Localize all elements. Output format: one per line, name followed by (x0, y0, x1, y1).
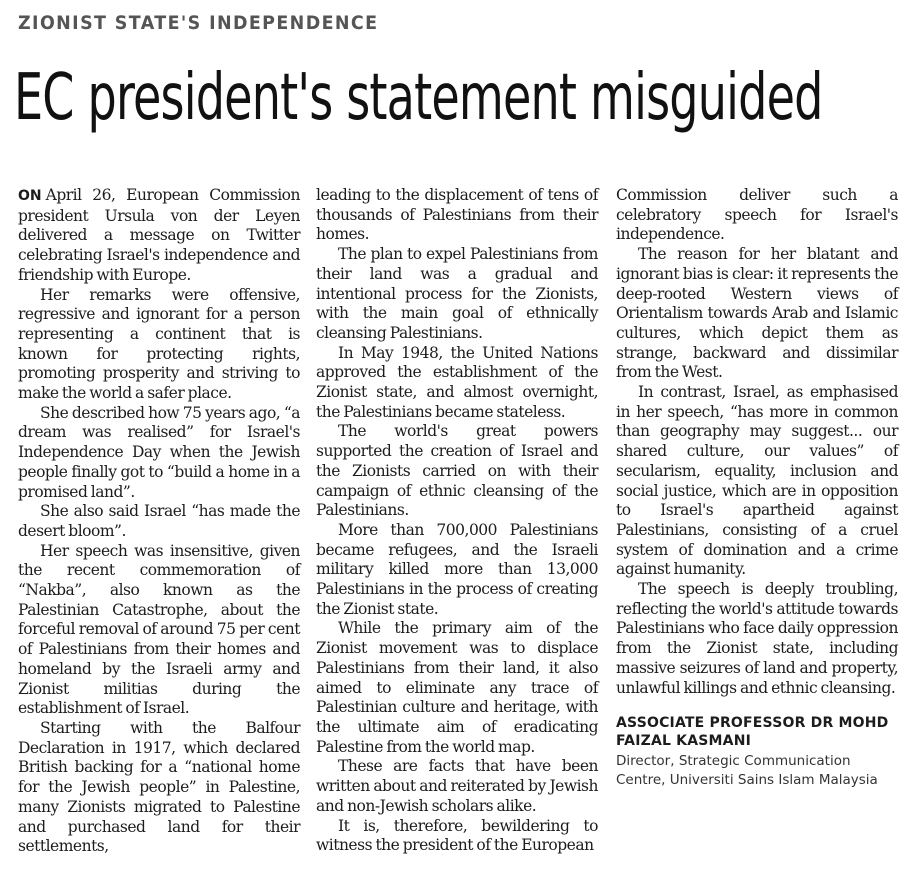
article-paragraph: More than 700,000 Palestinians became refugees, and the Israeli military killed more than 13,000 Palestinians in the process of creating the Zionist state. (316, 520, 598, 618)
article-paragraph: leading to the displacement of tens of thousands of Palestinians from their homes. (316, 186, 598, 244)
article-paragraph: The world's great powers supported the creation of Israel and the Zionists carried on with their campaign of ethnic cleansing of the Palestinians. (316, 422, 598, 520)
article-paragraph: In May 1948, the United Nations approved the establishment of the Zionist state, and almost overnight, the Palestinians became stateless. (316, 343, 598, 421)
article-paragraph: In contrast, Israel, as emphasised in her speech, “has more in common than geography may suggest... our shared culture, our values” of secularism, equality, inclusion and social justice, which are in opposition to Israel's apartheid against Palestinians, consisting of a cruel system of domination and a crime against humanity. (616, 383, 898, 579)
article-paragraph: The reason for her blatant and ignorant bias is clear: it represents the deep-rooted Western views of Orientalism towards Arab and Islamic cultures, which depict them as strange, backward and dissimilar from the West. (616, 245, 898, 382)
article-paragraph: Her remarks were offensive, regressive and ignorant for a person representing a continent that is known for protecting rights, promoting prosperity and striving to make the world a safer place. (18, 285, 300, 403)
article-paragraph: The speech is deeply troubling, reflecting the world's attitude towards Palestinians who face daily oppression from the Zionist state, including massive seizures of land and property, unlawful killings and ethnic cleansing. (616, 580, 898, 697)
article-paragraph: While the primary aim of the Zionist movement was to displace Palestinians from their land, it also aimed to eliminate any trace of Palestinian culture and heritage, with the ultimate aim of eradicating Palestine from the world map. (316, 619, 598, 756)
article-column-3 (616, 186, 898, 790)
article-paragraph: Her speech was insensitive, given the recent commemoration of “Nakba”, also known as the Palestinian Catastrophe, about the forceful removal of around 75 per cent of Palestinians from their homes and homeland by the Israeli army and Zionist militias during the establishment of Israel. (18, 541, 300, 718)
article-paragraph: It is, therefore, bewildering to witness the president of the European (316, 816, 598, 855)
lead-word: ON (18, 188, 42, 204)
paragraph-text: April 26, European Commission president Ursula von der Leyen delivered a message on Twitter celebrating Israel's independence and friendship with Europe. (18, 186, 300, 284)
article-paragraph: The plan to expel Palestinians from their land was a gradual and intentional process for the Zionists, with the main goal of ethnically cleansing Palestinians. (316, 245, 598, 342)
article-paragraph: She also said Israel “has made the desert bloom”. (18, 502, 300, 540)
article-paragraph: She described how 75 years ago, “a dream was realised” for Israel's Independence Day when the Jewish people finally got to “build a home in a promised land”. (18, 403, 300, 501)
author-affiliation: Director, Strategic Communication Centre, Universiti Sains Islam Malaysia (616, 753, 878, 789)
article-paragraph (18, 186, 300, 286)
section-kicker: ZIONIST STATE'S INDEPENDENCE (18, 12, 379, 34)
article-paragraph: Starting with the Balfour Declaration in 1917, which declared British backing for a “national home for the Jewish people” in Palestine, many Zionists migrated to Palestine and purchased land for their settlements, (18, 718, 300, 856)
headline: EC president's statement misguided (14, 61, 823, 135)
author-name: ASSOCIATE PROFESSOR DR MOHD FAIZAL KASMANI (616, 715, 889, 750)
article-column-2 (316, 186, 598, 856)
article-column-1 (18, 186, 300, 857)
article-paragraph: Commission deliver such a celebratory speech for Israel's independence. (616, 186, 898, 244)
article-paragraph: These are facts that have been written about and reiterated by Jewish and non-Jewish scholars alike. (316, 757, 598, 815)
